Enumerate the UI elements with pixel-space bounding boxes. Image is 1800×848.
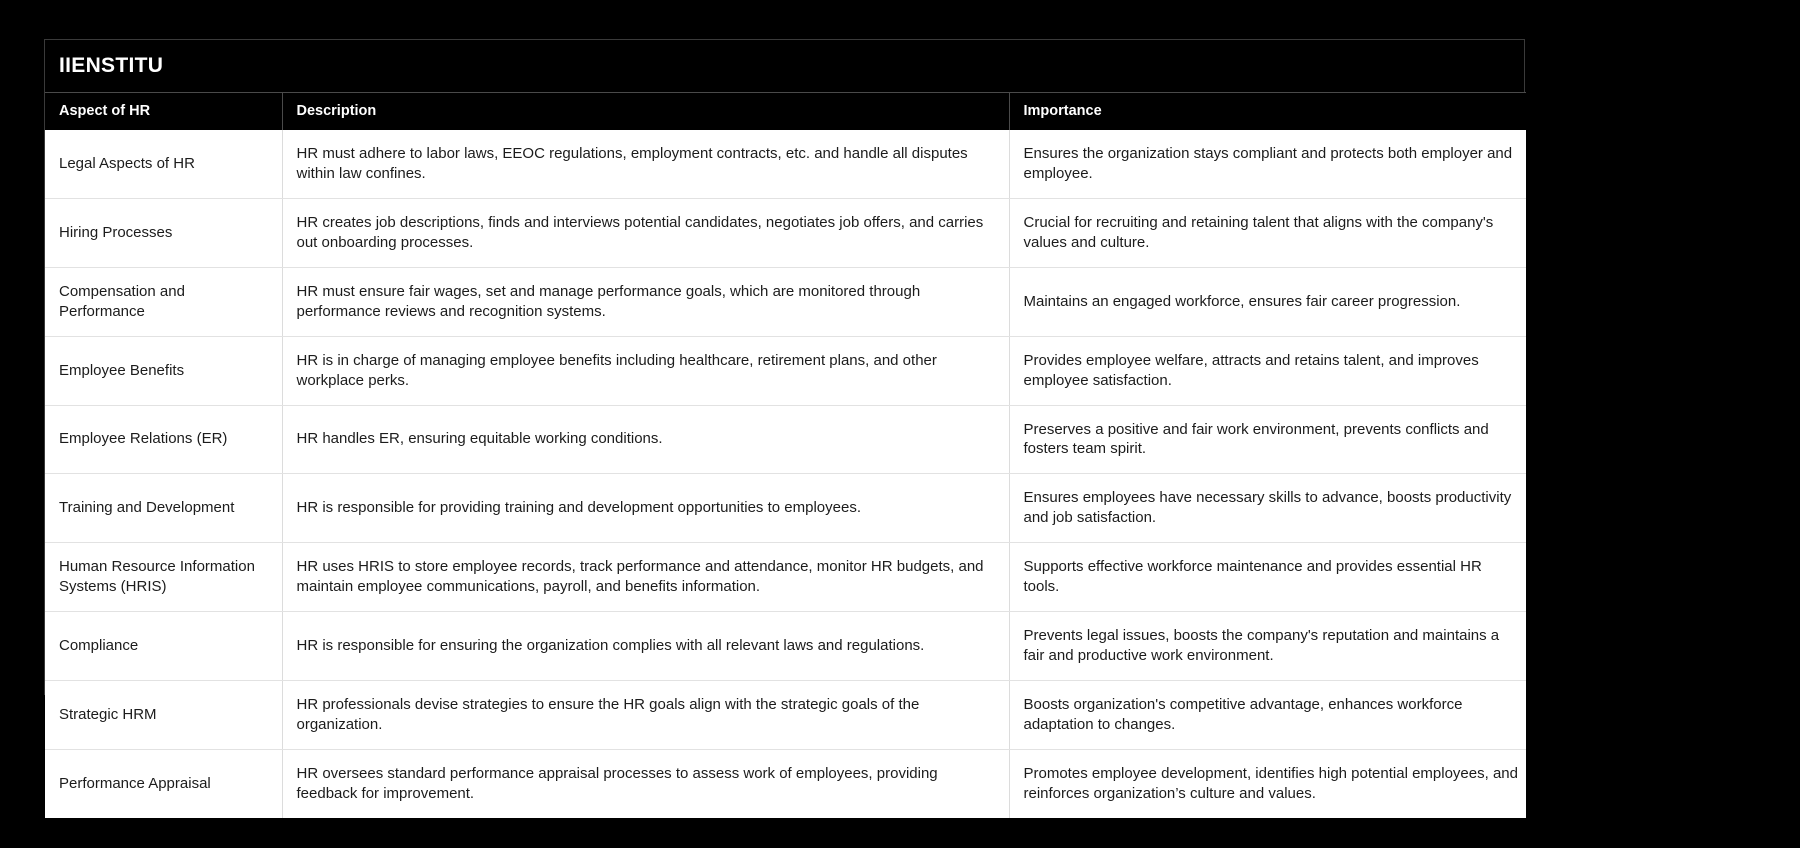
table-row	[45, 749, 1526, 817]
cell-aspect: Legal Aspects of HR	[45, 130, 282, 198]
table-header-row	[45, 93, 1526, 131]
cell-aspect: Hiring Processes	[45, 198, 282, 267]
cell-aspect: Human Resource Information Systems (HRIS)	[45, 543, 282, 612]
cell-importance: Promotes employee development, identifies high potential employees, and reinforces organization’s culture and values.	[1009, 749, 1526, 817]
cell-aspect: Strategic HRM	[45, 681, 282, 750]
column-header-importance: Importance	[1009, 93, 1526, 131]
cell-description: HR must adhere to labor laws, EEOC regulations, employment contracts, etc. and handle all disputes within law confines.	[282, 130, 1009, 198]
cell-description: HR professionals devise strategies to ensure the HR goals align with the strategic goals of the organization.	[282, 681, 1009, 750]
cell-description: HR creates job descriptions, finds and interviews potential candidates, negotiates job offers, and carries out onboarding processes.	[282, 198, 1009, 267]
cell-description: HR is responsible for ensuring the organization complies with all relevant laws and regulations.	[282, 612, 1009, 681]
cell-description: HR is in charge of managing employee benefits including healthcare, retirement plans, and other workplace perks.	[282, 336, 1009, 405]
brand-title: IIENSTITU	[59, 54, 164, 77]
cell-aspect: Compensation and Performance	[45, 267, 282, 336]
column-header-aspect: Aspect of HR	[45, 93, 282, 131]
hr-aspects-table	[45, 92, 1526, 818]
cell-description: HR must ensure fair wages, set and manage performance goals, which are monitored through performance reviews and recognition systems.	[282, 267, 1009, 336]
table-row	[45, 130, 1526, 198]
cell-importance: Maintains an engaged workforce, ensures fair career progression.	[1009, 267, 1526, 336]
hr-table-card	[44, 39, 1525, 802]
cell-description: HR uses HRIS to store employee records, track performance and attendance, monitor HR budgets, and maintain employee communications, payroll, and benefits information.	[282, 543, 1009, 612]
cell-importance: Preserves a positive and fair work environment, prevents conflicts and fosters team spirit.	[1009, 405, 1526, 474]
cell-importance: Supports effective workforce maintenance and provides essential HR tools.	[1009, 543, 1526, 612]
cell-importance: Ensures the organization stays compliant and protects both employer and employee.	[1009, 130, 1526, 198]
column-header-description: Description	[282, 93, 1009, 131]
cell-importance: Prevents legal issues, boosts the company's reputation and maintains a fair and productive work environment.	[1009, 612, 1526, 681]
cell-aspect: Employee Relations (ER)	[45, 405, 282, 474]
table-header	[45, 93, 1526, 131]
cell-aspect: Training and Development	[45, 474, 282, 543]
table-row	[45, 612, 1526, 681]
table-row	[45, 543, 1526, 612]
cell-importance: Provides employee welfare, attracts and retains talent, and improves employee satisfaction.	[1009, 336, 1526, 405]
cell-description: HR oversees standard performance appraisal processes to assess work of employees, providing feedback for improvement.	[282, 749, 1009, 817]
table-body	[45, 130, 1526, 818]
table-row	[45, 681, 1526, 750]
cell-aspect: Employee Benefits	[45, 336, 282, 405]
brand-bar	[45, 40, 1524, 92]
table-row	[45, 267, 1526, 336]
table-row	[45, 474, 1526, 543]
cell-importance: Ensures employees have necessary skills to advance, boosts productivity and job satisfaction.	[1009, 474, 1526, 543]
table-row	[45, 198, 1526, 267]
table-row	[45, 336, 1526, 405]
cell-description: HR is responsible for providing training and development opportunities to employees.	[282, 474, 1009, 543]
cell-importance: Crucial for recruiting and retaining talent that aligns with the company's values and culture.	[1009, 198, 1526, 267]
table-row	[45, 405, 1526, 474]
cell-importance: Boosts organization's competitive advantage, enhances workforce adaptation to changes.	[1009, 681, 1526, 750]
cell-description: HR handles ER, ensuring equitable working conditions.	[282, 405, 1009, 474]
cell-aspect: Compliance	[45, 612, 282, 681]
cell-aspect: Performance Appraisal	[45, 749, 282, 817]
